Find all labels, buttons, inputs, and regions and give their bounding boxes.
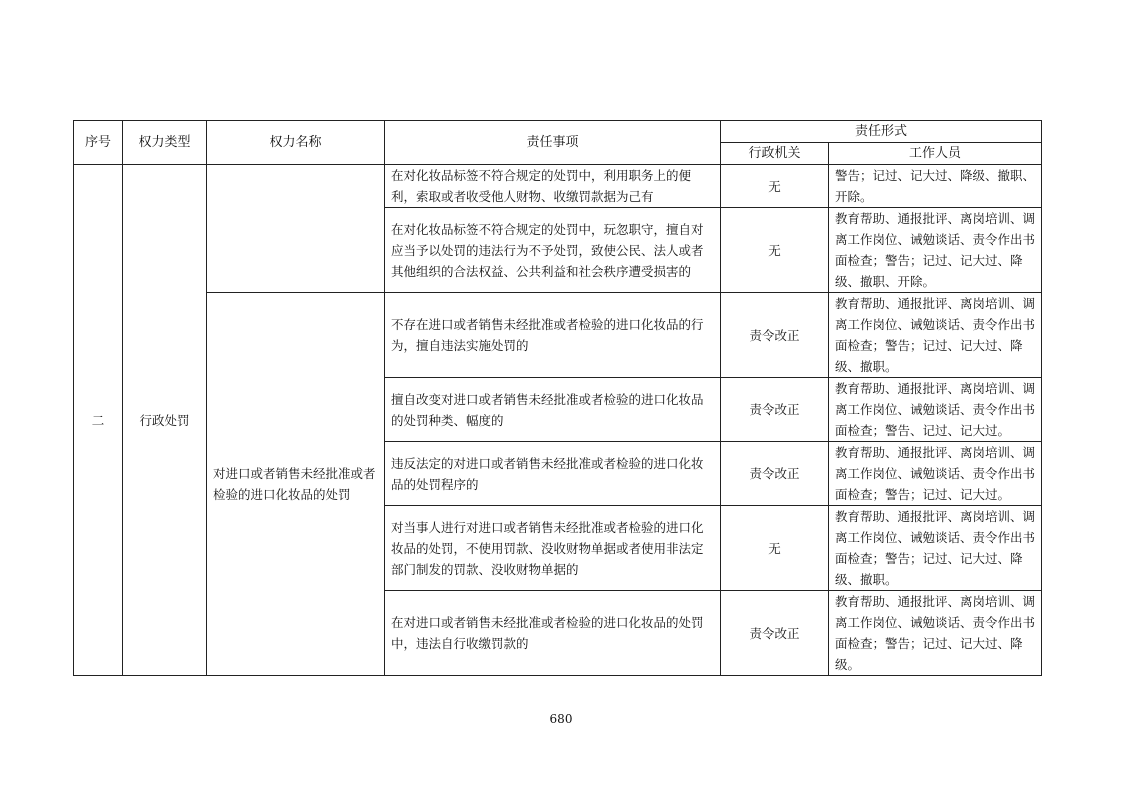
organ-cell: 无 <box>721 208 829 293</box>
staff-cell: 教育帮助、通报批评、离岗培训、调离工作岗位、诫勉谈话、责令作出书面检查；警告；记过、记大过、降级。 <box>829 591 1042 676</box>
row-power-name-2: 对进口或者销售未经批准或者检验的进口化妆品的处罚 <box>207 293 385 676</box>
organ-cell: 责令改正 <box>721 293 829 378</box>
table-row <box>74 165 1042 208</box>
staff-cell: 教育帮助、通报批评、离岗培训、调离工作岗位、诫勉谈话、责令作出书面检查；警告；记过、记大过、降级、撤职、开除。 <box>829 208 1042 293</box>
row-seq: 二 <box>74 165 123 676</box>
header-form: 责任形式 <box>721 121 1042 143</box>
organ-cell: 责令改正 <box>721 378 829 442</box>
responsibility-item: 在对化妆品标签不符合规定的处罚中，玩忽职守，擅自对应当予以处罚的违法行为不予处罚，致使公民、法人或者其他组织的合法权益、公共利益和社会秩序遭受损害的 <box>385 208 721 293</box>
row-power-name-1 <box>207 165 385 293</box>
responsibility-table <box>73 120 1042 676</box>
responsibility-item: 对当事人进行对进口或者销售未经批准或者检验的进口化妆品的处罚，不使用罚款、没收财物单据或者使用非法定部门制发的罚款、没收财物单据的 <box>385 506 721 591</box>
responsibility-item: 在对化妆品标签不符合规定的处罚中，利用职务上的便利，索取或者收受他人财物、收缴罚款据为己有 <box>385 165 721 208</box>
responsibility-item: 在对进口或者销售未经批准或者检验的进口化妆品的处罚中，违法自行收缴罚款的 <box>385 591 721 676</box>
header-seq: 序号 <box>74 121 123 165</box>
responsibility-item: 擅自改变对进口或者销售未经批准或者检验的进口化妆品的处罚种类、幅度的 <box>385 378 721 442</box>
organ-cell: 责令改正 <box>721 591 829 676</box>
header-power-type: 权力类型 <box>123 121 207 165</box>
header-power-name: 权力名称 <box>207 121 385 165</box>
staff-cell: 教育帮助、通报批评、离岗培训、调离工作岗位、诫勉谈话、责令作出书面检查；警告；记过、记大过。 <box>829 442 1042 506</box>
header-organ: 行政机关 <box>721 143 829 165</box>
organ-cell: 无 <box>721 506 829 591</box>
header-row <box>74 121 1042 143</box>
staff-cell: 教育帮助、通报批评、离岗培训、调离工作岗位、诫勉谈话、责令作出书面检查；警告；记过、记大过、降级、撤职。 <box>829 293 1042 378</box>
staff-cell: 教育帮助、通报批评、离岗培训、调离工作岗位、诫勉谈话、责令作出书面检查；警告；记过、记大过、降级、撤职。 <box>829 506 1042 591</box>
staff-cell: 教育帮助、通报批评、离岗培训、调离工作岗位、诫勉谈话、责令作出书面检查；警告、记过、记大过。 <box>829 378 1042 442</box>
organ-cell: 无 <box>721 165 829 208</box>
header-staff: 工作人员 <box>829 143 1042 165</box>
organ-cell: 责令改正 <box>721 442 829 506</box>
row-power-type: 行政处罚 <box>123 165 207 676</box>
responsibility-item: 不存在进口或者销售未经批准或者检验的进口化妆品的行为，擅自违法实施处罚的 <box>385 293 721 378</box>
table-row <box>74 293 1042 378</box>
responsibility-item: 违反法定的对进口或者销售未经批准或者检验的进口化妆品的处罚程序的 <box>385 442 721 506</box>
header-responsibility: 责任事项 <box>385 121 721 165</box>
page-number: 680 <box>549 712 573 726</box>
staff-cell: 警告；记过、记大过、降级、撤职、开除。 <box>829 165 1042 208</box>
